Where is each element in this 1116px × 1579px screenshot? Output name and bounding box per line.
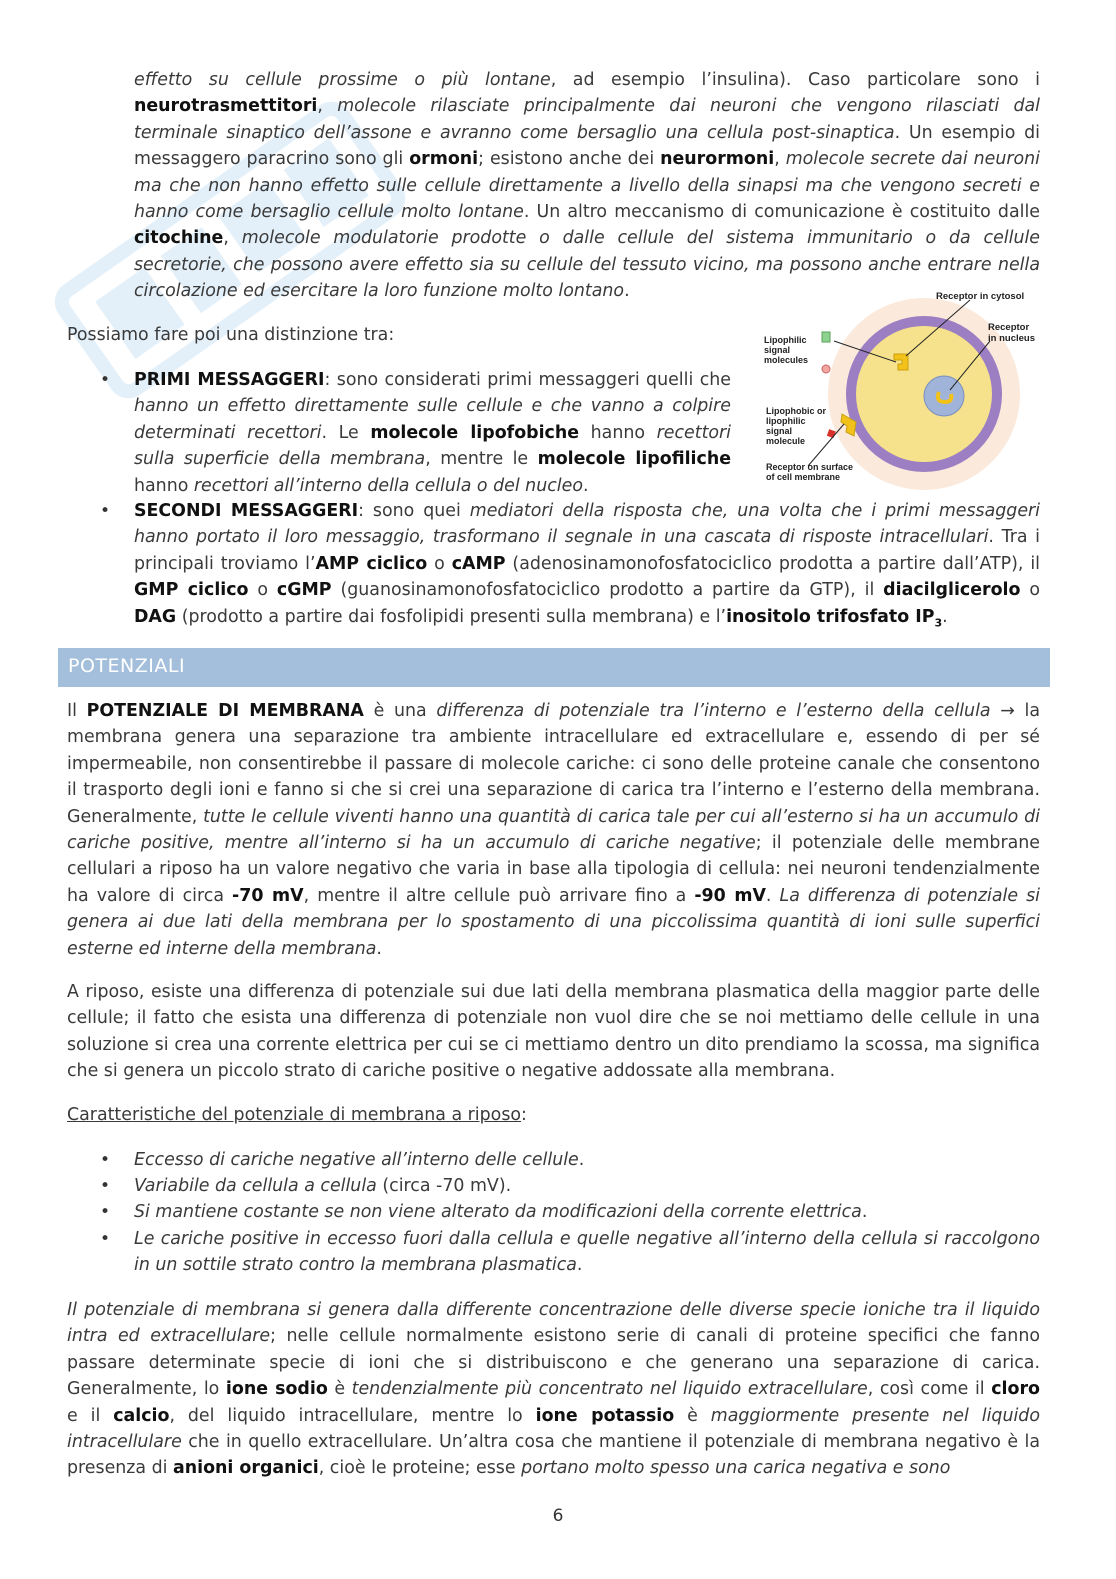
- lipophobic-molecule-icon: [827, 429, 836, 438]
- page-number: 6: [552, 1506, 564, 1526]
- label-lipophilic: molecules: [764, 355, 809, 365]
- caratteristiche-heading: Caratteristiche del potenziale di membrana a riposo:: [67, 1105, 527, 1125]
- bullet-icon: •: [100, 501, 111, 521]
- label-receptor-nucleus: in nucleus: [988, 333, 1035, 344]
- receptor-diagram: [756, 286, 1052, 492]
- primi-messaggeri-item: PRIMI MESSAGGERI: sono considerati primi messaggeri quelli che hanno un effetto direttamente sulle cellule e che vanno a colpire determinati recettori. Le molecole lipofobiche hanno recettori sulla superficie della membrana, mentre le molecole lipofiliche hanno recettori all’interno della cellula o del nucleo.: [134, 370, 732, 496]
- potenziale-paragraph-2: A riposo, esiste una differenza di potenziale sui due lati della membrana plasmatica della maggior parte delle cellule; il fatto che esista una differenza di potenziale non vuol dire che se noi mettiamo delle cellule in una soluzione si crea una corrente elettrica per cui se ci mettiamo dentro un dito prendiamo la scossa, ma significa che si genera un piccolo strato di cariche positive o negative addossate alla membrana.: [67, 982, 1040, 1082]
- label-surface-receptor: of cell membrane: [766, 472, 841, 482]
- label-lipophobic: Lipophobic or: [766, 406, 826, 416]
- lipophilic-molecule-icon: [822, 332, 830, 342]
- label-lipophobic: signal: [766, 426, 793, 436]
- label-lipophobic: lipophilic: [766, 416, 806, 426]
- lipophilic-molecule-icon: [822, 365, 830, 373]
- label-receptor-cytosol: Receptor in cytosol: [936, 291, 1025, 302]
- list-item: Variabile da cellula a cellula (circa -70 mV).: [134, 1176, 512, 1196]
- list-item: Eccesso di cariche negative all’interno delle cellule.: [134, 1150, 585, 1170]
- section-heading-bar: [58, 648, 1050, 687]
- list-item: Le cariche positive in eccesso fuori dalla cellula e quelle negative all’interno della cellula si raccolgono in un sottile strato contro la membrana plasmatica.: [134, 1229, 1040, 1276]
- leader-line: [808, 424, 844, 466]
- bullet-icon: •: [100, 1229, 111, 1249]
- bullet-icon: •: [100, 370, 111, 390]
- bullet-icon: •: [100, 1202, 111, 1222]
- list-item: Si mantiene costante se non viene alterato da modificazioni della corrente elettrica.: [134, 1202, 868, 1222]
- bullet-icon: •: [100, 1150, 111, 1170]
- label-lipophobic: molecule: [766, 436, 806, 446]
- potenziale-paragraph-1: Il POTENZIALE DI MEMBRANA è una differenza di potenziale tra l’interno e l’esterno della cellula → la membrana genera una separazione tra ambiente intracellulare ed extracellulare e, essendo di per sé impermeabile, non consentirebbe il passare di molecole cariche: ci sono delle proteine canale che consentono il trasporto degli ioni e fanno si che si crei una separazione di carica tra l’interno e l’esterno della membrana. Generalmente, tutte le cellule viventi hanno una quantità di carica tale per cui all’esterno si ha un accumulo di cariche positive, mentre all’interno si ha un accumulo di cariche negative; il potenziale delle membrane cellulari a riposo ha un valore negativo che varia in base alla tipologia di cellula: nei neuroni tendenzialmente ha valore di circa -70 mV, mentre il altre cellule può arrivare fino a -90 mV. La differenza di potenziale si genera ai due lati della membrana per lo spostamento di una piccolissima quantità di ioni sulle superfici esterne ed interne della membrana.: [67, 701, 1040, 959]
- label-lipophilic: Lipophilic: [764, 335, 807, 345]
- label-lipophilic: signal: [764, 345, 791, 355]
- bullet-icon: •: [100, 1176, 111, 1196]
- cell-nucleus: [924, 376, 964, 416]
- label-surface-receptor: Receptor on surface: [766, 462, 854, 472]
- secondi-messaggeri-item: SECONDI MESSAGGERI: sono quei mediatori della risposta che, una volta che i primi messaggeri hanno portato il loro messaggio, trasformano il segnale in una cascata di risposte intracellulari. Tra i principali troviamo l’AMP ciclico o cAMP (adenosinamonofosfatociclico prodotta a partire dall’ATP), il GMP ciclico o cGMP (guanosinamonofosfatociclico prodotto a partire da GTP), il diacilglicerolo o DAG (prodotto a partire dai fosfolipidi presenti sulla membrana) e l’inositolo trifosfato $IP_3$.: [134, 501, 1041, 630]
- distinction-intro: Possiamo fare poi una distinzione tra:: [67, 325, 395, 345]
- potenziale-paragraph-3: Il potenziale di membrana si genera dalla differente concentrazione delle diverse specie ioniche tra il liquido intra ed extracellulare; nelle cellule normalmente esistono serie di canali di proteine specifici che fanno passare determinate specie di ioni che si distribuiscono e che generano una separazione di carica. Generalmente, lo ione sodio è tendenzialmente più concentrato nel liquido extracellulare, così come il cloro e il calcio, del liquido intracellulare, mentre lo ione potassio è maggiormente presente nel liquido intracellulare che in quello extracellulare. Un’altra cosa che mantiene il potenziale di membrana negativo è la presenza di anioni organici, cioè le proteine; esse portano molto spesso una carica negativa e sono: [67, 1300, 1040, 1479]
- section-heading: POTENZIALI: [68, 655, 186, 677]
- intro-paragraph: effetto su cellule prossime o più lontane, ad esempio l’insulina). Caso particolare sono i neurotrasmettitori, molecole rilasciate principalmente dai neuroni che vengono rilasciati dal terminale sinaptico dell’assone e avranno come bersaglio una cellula post-sinaptica. Un esempio di messaggero paracrino sono gli ormoni; esistono anche dei neurormoni, molecole secrete dai neuroni ma che non hanno effetto sulle cellule direttamente a livello della sinapsi ma che vengono secreti e hanno come bersaglio cellule molto lontane. Un altro meccanismo di comunicazione è costituito dalle citochine, molecole modulatorie prodotte o dalle cellule del sistema immunitario o da cellule secretorie, che possono avere effetto sia su cellule del tessuto vicino, ma possono anche entrare nella circolazione ed esercitare la loro funzione molto lontano.: [134, 70, 1041, 302]
- label-receptor-nucleus: Receptor: [988, 322, 1030, 333]
